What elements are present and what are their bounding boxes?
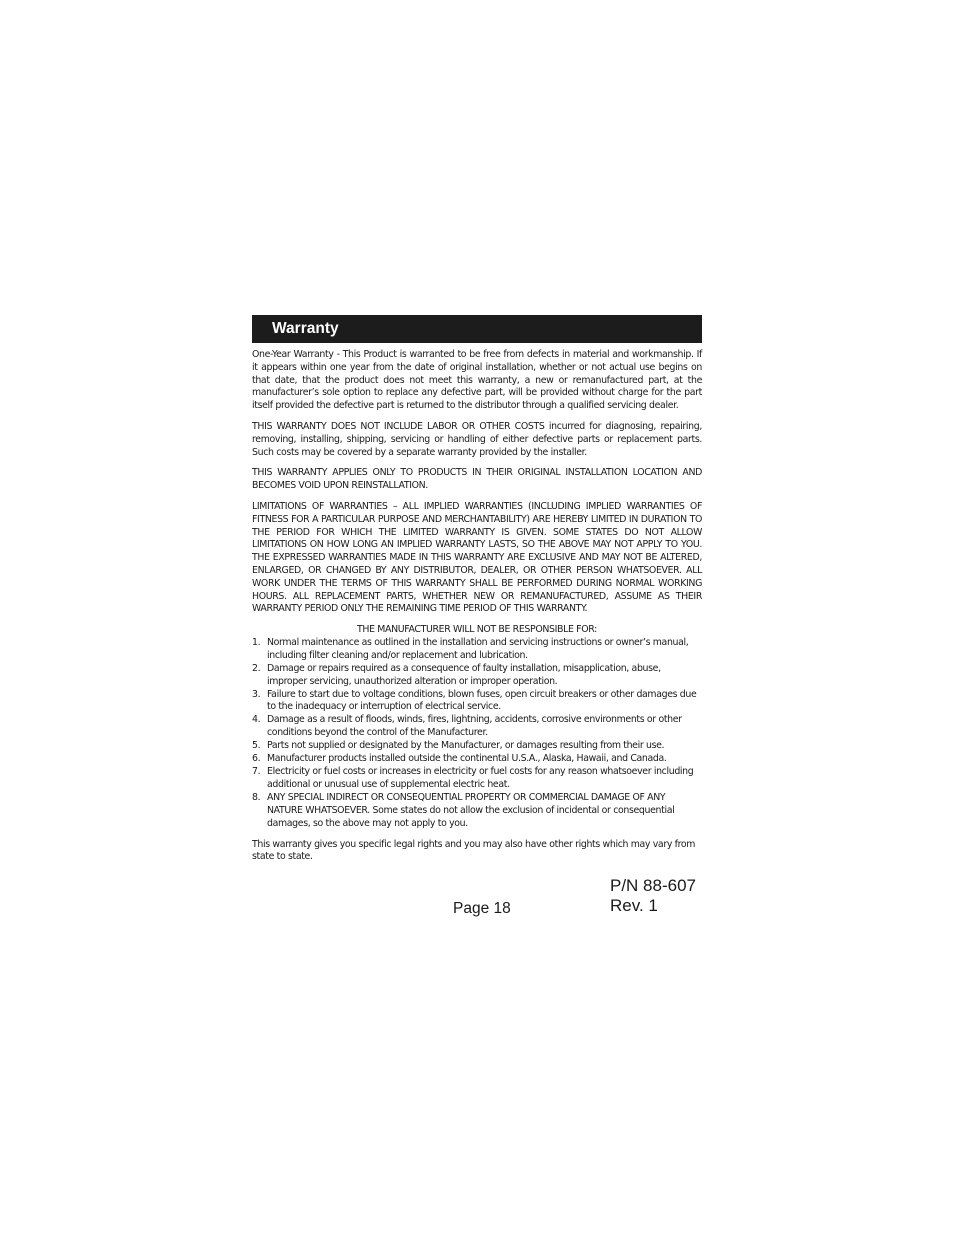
list-item-text: Electricity or fuel costs or increases in electricity or fuel costs for any reason whatsoever including additional or unusual use of supplemental electric heat. xyxy=(267,766,694,790)
list-item-number: 6. xyxy=(252,753,261,765)
list-item-text: Normal maintenance as outlined in the installation and servicing instructions or owner’s manual, including filter cleaning and/or replacement and lubrication. xyxy=(267,636,689,661)
warranty-section xyxy=(252,315,702,864)
section-title: Warranty xyxy=(272,320,339,337)
list-item xyxy=(252,689,702,715)
list-item-number: 2. xyxy=(252,662,261,674)
list-item xyxy=(252,792,702,831)
warranty-paragraph-one-year: One-Year Warranty - This Product is warranted to be free from defects in material and workmanship. If it appears within one year from the date of original installation, whether or not actual use begins on that date, that the product does not meet this warranty, a new or remanufactured part, at the manufacturer’s sole option to replace any defective part, will be provided without charge for the part itself provided the defective part is returned to the distributor through a qualified servicing dealer. xyxy=(252,349,702,412)
list-item-number: 7. xyxy=(252,766,261,777)
list-item-number: 5. xyxy=(252,740,261,752)
list-item-number: 1. xyxy=(252,636,261,648)
list-item-number: 4. xyxy=(252,714,261,726)
list-item xyxy=(252,637,702,663)
warranty-paragraph-labor-costs: THIS WARRANTY DOES NOT INCLUDE LABOR OR OTHER COSTS incurred for diagnosing, repairing, removing, installing, shipping, servicing or handling of either defective parts or replacement parts. Such costs may be covered by a separate warranty provided by the installer. xyxy=(252,420,702,458)
list-item xyxy=(252,766,702,792)
closing-paragraph: This warranty gives you specific legal rights and you may also have other rights which may vary from state to state. xyxy=(252,838,696,863)
list-item xyxy=(252,740,702,753)
list-item-number: 8. xyxy=(252,791,261,803)
list-item-text: ANY SPECIAL INDIRECT OR CONSEQUENTIAL PROPERTY OR COMMERCIAL DAMAGE OF ANY NATURE WHATSOEVER. Some states do not allow the exclusion of incidental or consequential damages, so the above may not apply to you. xyxy=(267,791,675,829)
list-item-text: Damage or repairs required as a consequence of faulty installation, misapplication, abuse, improper servicing, unauthorized alteration or improper operation. xyxy=(267,662,661,687)
list-item xyxy=(252,714,702,740)
exclusions-heading: THE MANUFACTURER WILL NOT BE RESPONSIBLE FOR: xyxy=(357,624,597,636)
list-item xyxy=(252,663,702,689)
list-item-text: Failure to start due to voltage conditions, blown fuses, open circuit breakers or other damages due to the inadequacy or interruption of electrical service. xyxy=(267,688,697,713)
part-number-block xyxy=(610,876,696,916)
revision-number: Rev. 1 xyxy=(610,896,658,915)
list-item-text: Parts not supplied or designated by the Manufacturer, or damages resulting from their use. xyxy=(267,740,665,752)
list-item-text: Manufacturer products installed outside the continental U.S.A., Alaska, Hawaii, and Canada. xyxy=(267,753,667,765)
list-item xyxy=(252,753,702,766)
warranty-paragraph-limitations: LIMITATIONS OF WARRANTIES – ALL IMPLIED WARRANTIES (INCLUDING IMPLIED WARRANTIES OF FITNESS FOR A PARTICULAR PURPOSE AND MERCHANTABILITY) ARE HEREBY LIMITED IN DURATION TO THE PERIOD FOR WHICH THE LIMITED WARRANTY IS GIVEN. SOME STATES DO NOT ALLOW LIMITATIONS ON HOW LONG AN IMPLIED WARRANTY LASTS, SO THE ABOVE MAY NOT APPLY TO YOU. THE EXPRESSED WARRANTIES MADE IN THIS WARRANTY ARE EXCLUSIVE AND MAY NOT BE ALTERED, ENLARGED, OR CHANGED BY ANY DISTRIBUTOR, DEALER, OR OTHER PERSON WHATSOEVER. ALL WORK UNDER THE TERMS OF THIS WARRANTY SHALL BE PERFORMED DURING NORMAL WORKING HOURS. ALL REPLACEMENT PARTS, WHETHER NEW OR REMANUFACTURED, ASSUME AS THEIR WARRANTY PERIOD ONLY THE REMAINING TIME PERIOD OF THIS WARRANTY. xyxy=(252,500,702,615)
list-item-text: Damage as a result of floods, winds, fires, lightning, accidents, corrosive environments or other conditions beyond the control of the Manufacturer. xyxy=(267,714,682,739)
warranty-paragraph-original-location: THIS WARRANTY APPLIES ONLY TO PRODUCTS IN THEIR ORIGINAL INSTALLATION LOCATION AND BECOMES VOID UPON REINSTALLATION. xyxy=(252,467,702,492)
page-number: Page 18 xyxy=(453,900,511,917)
part-number: P/N 88-607 xyxy=(610,876,696,895)
section-title-bar xyxy=(252,315,702,343)
list-item-number: 3. xyxy=(252,688,261,700)
exclusions-list xyxy=(252,637,702,831)
